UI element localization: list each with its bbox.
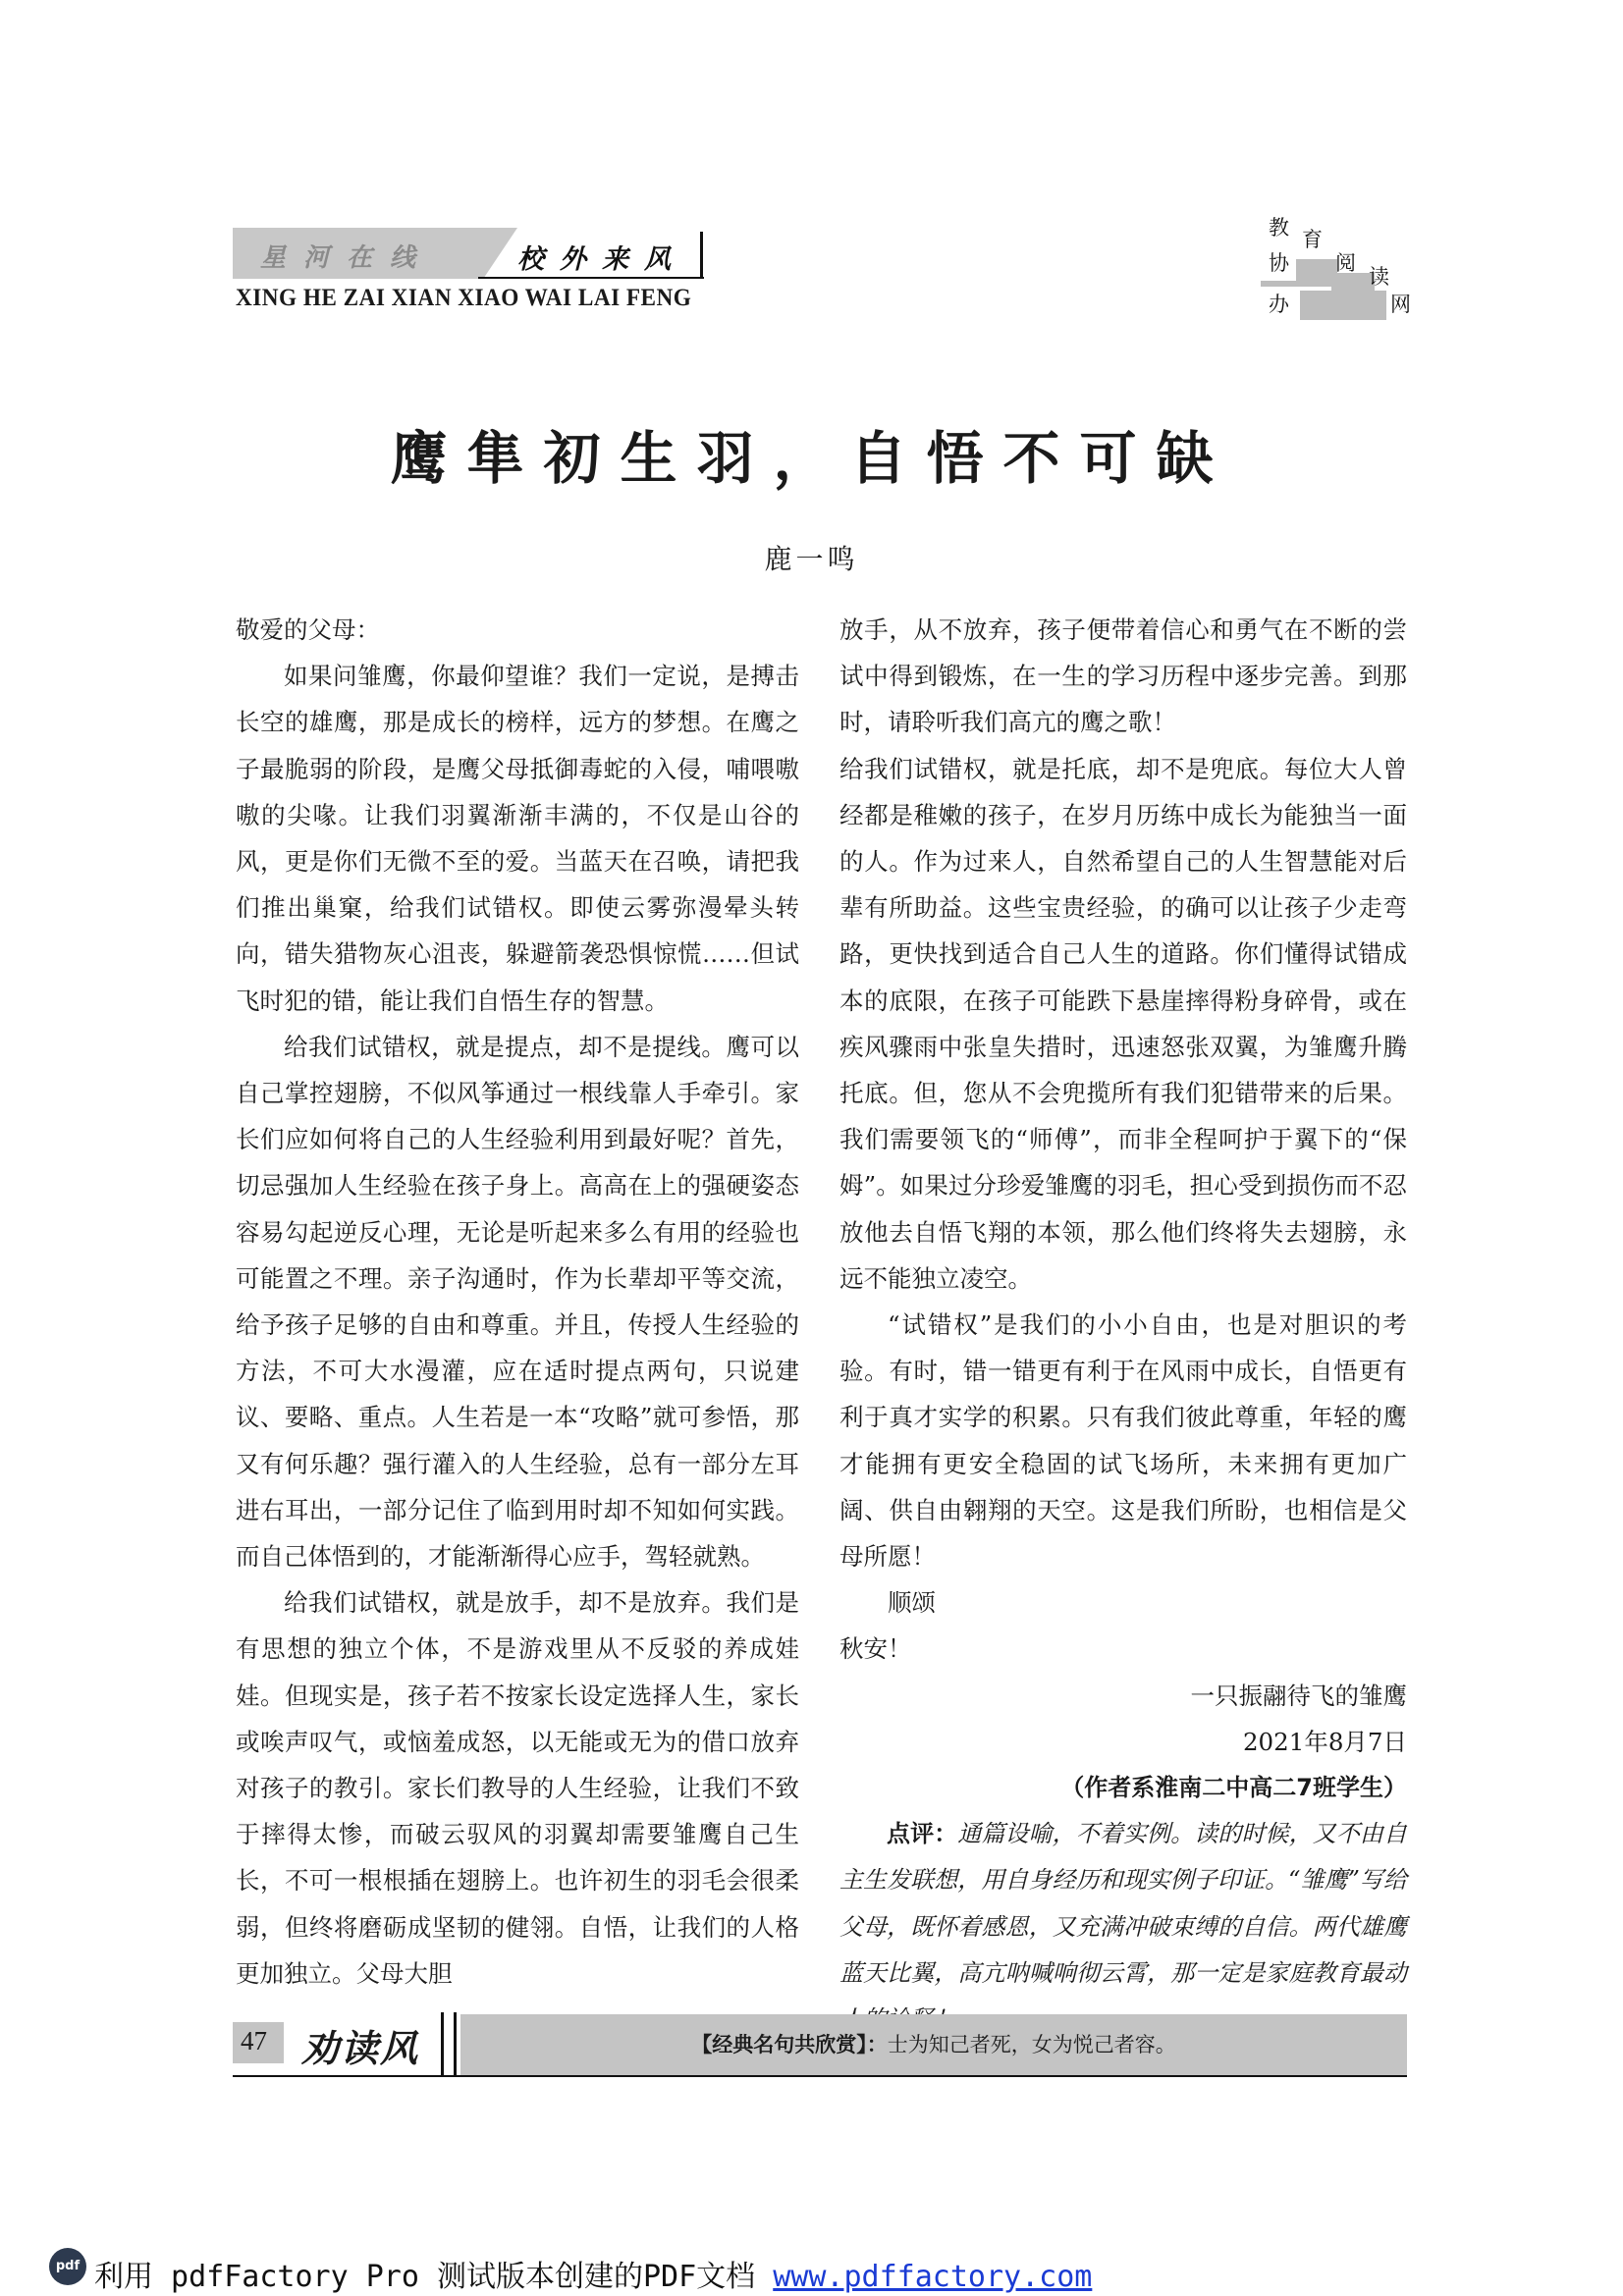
salutation: 敬爱的父母：: [236, 615, 380, 644]
body-paragraph: 给我们试错权，就是托底，却不是兜底。每位大人曾经都是稚嫩的孩子，在岁月历练中成长为能独当一面的人。作为过来人，自然希望自己的人生智慧能对后辈有所助益。这些宝贵经验，的确可以让孩子少走弯路，更快找到适合自己人生的道路。你们懂得试错成本的底限，在孩子可能跌下悬崖摔得粉身碎骨，或在疾风骤雨中张皇失措时，迅速怒张双翼，为雏鹰升腾托底。但，您从不会兜揽所有我们犯错带来的后果。我们需要领飞的“师傅”，而非全程呵护于翼下的“保姆”。如果过分珍爱雏鹰的羽毛，担心受到损伤而不忍放他去自悟飞翔的本领，那么他们终将失去翅膀，永远不能独立凌空。: [839, 754, 1407, 1293]
closing-greeting: 秋安！: [839, 1634, 912, 1664]
section-pinyin: XING HE ZAI XIAN XIAO WAI LAI FENG: [236, 285, 692, 311]
magazine-name: 劝读风: [301, 2026, 420, 2070]
logo-char: 阅: [1335, 251, 1356, 275]
signature: 一只振翮待飞的雏鹰: [1190, 1681, 1407, 1710]
body-paragraph: 放手，从不放弃，孩子便带着信心和勇气在不断的尝试中得到锻炼，在一生的学习历程中逐步完善。到那时，请聆听我们高亢的鹰之歌！: [839, 615, 1407, 737]
watermark-link[interactable]: www.pdffactory.com: [773, 2260, 1093, 2294]
body-paragraph: 给我们试错权，就是提点，却不是提线。鹰可以自己掌控翅膀，不似风筝通过一根线靠人手牵引。家长们应如何将自己的人生经验利用到最好呢？首先，切忌强加人生经验在孩子身上。高高在上的强硬姿态容易勾起逆反心理，无论是听起来多么有用的经验也可能置之不理。亲子沟通时，作为长辈却平等交流，给予孩子足够的自由和尊重。并且，传授人生经验的方法，不可大水漫灌，应在适时提点两句，只说建议、要略、重点。人生若是一本“攻略”就可参悟，那又有何乐趣？强行灌入的人生经验，总有一部分左耳进右耳出，一部分记住了临到用时却不知如何实践。而自己体悟到的，才能渐渐得心应手，驾轻就熟。: [236, 1032, 799, 1572]
site-logo: [1261, 212, 1418, 320]
logo-char: 育: [1302, 228, 1323, 251]
closing-phrase: 顺颂: [888, 1588, 936, 1618]
article-author: 鹿一鸣: [764, 543, 859, 575]
comment-text: 通篇设喻，不着实例。读的时候，又不由自主生发联想，用自身经历和现实例子印证。“雏鹰”写给父母，既怀着感恩，又充满冲破束缚的自信。两代雄鹰蓝天比翼，高亢呐喊响彻云霄，那一定是家庭教育最动: [839, 1820, 1408, 1987]
section-banner: [233, 228, 708, 279]
section-name-left: 星河在线: [260, 243, 434, 273]
logo-char: 协: [1269, 251, 1289, 275]
logo-block: [1261, 281, 1300, 287]
body-paragraph: “试错权”是我们的小小自由，也是对胆识的考验。有时，错一错更有利于在风雨中成长，自悟更有利于真才实学的积累。只有我们彼此尊重，年轻的鹰才能拥有更安全稳固的试飞场所，未来拥有更加广阔、供自由翱翔的天空。这是我们所盼，也相信是父母所愿！: [839, 1310, 1407, 1572]
logo-char: 网: [1390, 293, 1411, 316]
logo-char: 办: [1269, 293, 1289, 316]
footer-divider: [441, 2012, 457, 2077]
author-affiliation: （作者系淮南二中高二7班学生）: [1060, 1774, 1407, 1802]
logo-block: [1300, 291, 1386, 320]
body-paragraph: 如果问雏鹰，你最仰望谁？我们一定说，是搏击长空的雄鹰，那是成长的榜样，远方的梦想。在鹰之子最脆弱的阶段，是鹰父母抵御毒蛇的入侵，哺喂嗷嗷的尖喙。让我们羽翼渐渐丰满的，不仅是山谷的风，更是你们无微不至的爱。当蓝天在召唤，请把我们推出巢窠，给我们试错权。即使云雾弥漫晕头转向，错失猎物灰心沮丧，躲避箭袭恐惧惊慌……但试飞时犯的错，能让我们自悟生存的智慧。: [236, 662, 799, 1015]
quote-text: 士为知己者死，女为悦己者容。: [887, 2033, 1176, 2056]
page-footer: [233, 2012, 1407, 2077]
logo-char: 教: [1269, 216, 1289, 240]
page-number: 47: [241, 2026, 267, 2056]
banner-underline: [478, 277, 704, 279]
logo-char: 读: [1369, 265, 1389, 289]
watermark: [94, 2252, 1092, 2295]
left-column: [236, 607, 799, 1997]
editor-comment: [839, 1811, 1407, 2043]
watermark-text: 利用 pdfFactory Pro 测试版本创建的PDF文档: [94, 2260, 774, 2294]
right-column: [839, 607, 1407, 2043]
body-paragraph: 给我们试错权，就是放手，却不是放弃。我们是有思想的独立个体，不是游戏里从不反驳的养成娃娃。但现实是，孩子若不按家长设定选择人生，家长或唉声叹气，或恼羞成怒，以无能或无为的借口放弃对孩子的教引。家长们教导的人生经验，让我们不致于摔得太惨，而破云驭风的羽翼却需要雏鹰自己生长，不可一根根插在翅膀上。也许初生的羽毛会很柔弱，但终将磨砺成坚韧的健翎。自悟，让我们的人格更加独立。父母大胆: [236, 1588, 799, 1988]
footer-rule: [233, 2075, 1407, 2077]
section-name-right: 校外来风: [517, 244, 686, 275]
banner-divider: [700, 232, 703, 277]
footer-quote: [460, 2029, 1407, 2058]
comment-label: 点评：: [887, 1820, 958, 1848]
letter-date: 2021年8月7日: [1242, 1727, 1407, 1756]
pdffactory-icon: pdf: [49, 2248, 86, 2285]
article-title: 鹰隼初生羽，自悟不可缺: [390, 425, 1233, 492]
quote-label: 【经典名句共欣赏】：: [691, 2033, 888, 2056]
